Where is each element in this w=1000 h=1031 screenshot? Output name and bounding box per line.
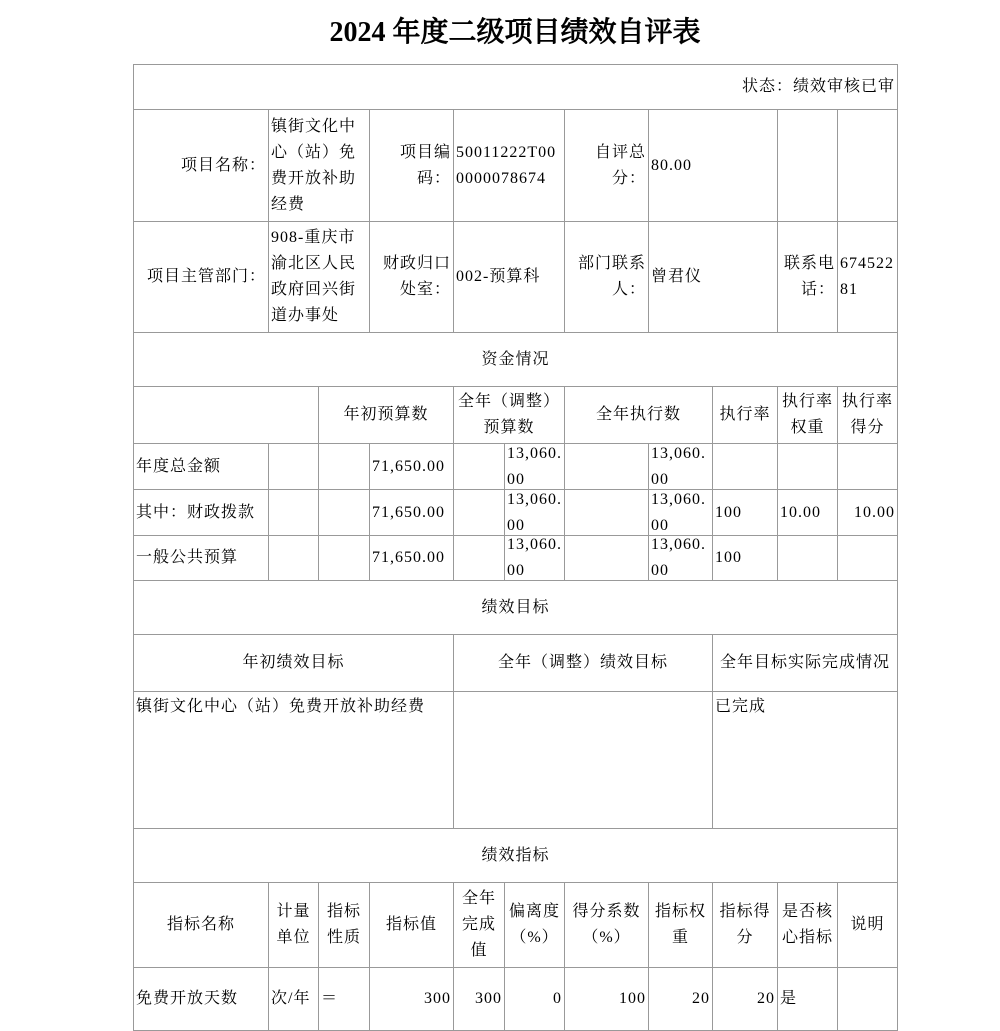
contact-value [648, 221, 778, 333]
initial-budget-value-text: 71,650.00 [372, 457, 445, 475]
contact-label [564, 221, 649, 333]
finance-office-value-text: 002-预算科 [456, 268, 541, 285]
indicator-header-text: 全年完成值 [461, 890, 496, 959]
execution-score-value-text: 10.00 [854, 503, 895, 521]
phone-label [777, 221, 838, 333]
funds-row-label [133, 489, 269, 536]
adjusted-budget-value-text: 13,060.00 [507, 536, 562, 579]
indicator-cell-text: 300 [475, 990, 502, 1007]
self-score-label [564, 109, 649, 222]
indicator-cell [712, 967, 778, 1031]
executed-value [648, 535, 713, 581]
adjusted-budget-value-text: 13,060.00 [507, 490, 562, 534]
execution-score-value [837, 443, 898, 490]
empty-cell [318, 489, 370, 536]
indicator-cell-text: ＝ [321, 990, 339, 1007]
indicator-cell [268, 967, 319, 1031]
adjusted-budget-value [504, 535, 565, 581]
status-text-text: 状态：绩效审核已审 [741, 78, 895, 95]
empty-cell [837, 109, 898, 222]
goals-header-text: 年初绩效目标 [242, 654, 345, 671]
execution-score-value [837, 489, 898, 536]
indicators-section-title-text: 绩效指标 [481, 846, 550, 864]
funds-header-text: 年初预算数 [343, 406, 429, 423]
indicator-header-text: 指标性质 [326, 903, 361, 946]
adjusted-goal-text [453, 691, 713, 829]
finance-office-label-text: 财政归口处室： [382, 255, 451, 298]
contact-value-text: 曾君仪 [651, 268, 703, 285]
execution-weight-value [777, 535, 838, 581]
funds-header-text: 执行率权重 [781, 393, 833, 436]
indicator-header [133, 882, 269, 968]
funds-header [453, 386, 565, 444]
execution-rate-value-text: 100 [715, 503, 742, 521]
initial-budget-value [369, 443, 454, 490]
finance-office-label [369, 221, 454, 333]
indicator-cell-text: 次/年 [271, 990, 311, 1007]
goals-header-text: 全年（调整）绩效目标 [497, 654, 668, 671]
indicator-cell-text: 20 [757, 990, 775, 1007]
empty-cell [777, 109, 838, 222]
project-name-label [133, 109, 269, 222]
indicator-header-text: 指标值 [385, 916, 437, 933]
empty-cell [318, 535, 370, 581]
funds-section-title-text: 资金情况 [481, 350, 550, 368]
project-name-value [268, 109, 370, 222]
indicator-cell-text: 免费开放天数 [136, 990, 239, 1007]
phone-value-text: 67452281 [840, 255, 894, 298]
finance-office-value [453, 221, 565, 333]
empty-cell [268, 535, 319, 581]
indicator-cell-text: 100 [619, 990, 646, 1007]
phone-label-text: 联系电话： [783, 255, 835, 298]
executed-value [648, 489, 713, 536]
indicator-header [564, 882, 649, 968]
funds-row-label-text: 其中：财政拨款 [136, 503, 256, 521]
execution-weight-value [777, 489, 838, 536]
adjusted-budget-value [504, 443, 565, 490]
empty-cell [268, 443, 319, 490]
self-score-label-text: 自评总分： [594, 143, 646, 187]
empty-cell [564, 443, 649, 490]
funds-header-text: 执行率 [719, 406, 771, 423]
executed-value-text: 13,060.00 [651, 536, 706, 579]
indicator-cell [318, 967, 370, 1031]
funds-header [777, 386, 838, 444]
indicator-header-text: 指标得分 [719, 903, 771, 946]
goals-section-title [133, 580, 898, 635]
dept-label-text: 项目主管部门： [146, 268, 266, 285]
funds-row-label-text: 一般公共预算 [136, 549, 239, 566]
executed-value [648, 443, 713, 490]
execution-weight-value [777, 443, 838, 490]
execution-rate-value [712, 489, 778, 536]
empty-cell [564, 535, 649, 581]
project-name-label-text: 项目名称： [180, 156, 266, 174]
page-title: 2024 年度二级项目绩效自评表 [329, 17, 701, 48]
dept-value [268, 221, 370, 333]
initial-goal-text [133, 691, 454, 829]
goals-section-title-text: 绩效目标 [481, 598, 550, 616]
indicator-cell [648, 967, 713, 1031]
indicator-header [712, 882, 778, 968]
indicator-header-text: 指标权重 [654, 903, 706, 946]
indicators-section-title [133, 828, 898, 883]
project-code-value-text: 50011222T000000078674 [456, 143, 557, 187]
project-code-label [369, 109, 454, 222]
actual-completion-text [712, 691, 898, 829]
indicator-header [369, 882, 454, 968]
indicator-cell [837, 967, 898, 1031]
empty-cell [564, 489, 649, 536]
executed-value-text: 13,060.00 [651, 444, 706, 488]
status-text [133, 64, 898, 110]
indicator-header-text: 得分系数（%） [572, 903, 641, 946]
initial-budget-value [369, 535, 454, 581]
funds-row-label [133, 443, 269, 490]
funds-header-text: 执行率得分 [841, 393, 893, 436]
indicator-header [777, 882, 838, 968]
goals-header-text: 全年目标实际完成情况 [719, 654, 890, 671]
empty-cell [453, 443, 505, 490]
empty-cell [133, 386, 319, 444]
goals-header [133, 634, 454, 692]
execution-score-value [837, 535, 898, 581]
indicator-cell [453, 967, 505, 1031]
indicator-header [268, 882, 319, 968]
executed-value-text: 13,060.00 [651, 490, 706, 534]
funds-header-text: 全年执行数 [595, 406, 681, 423]
contact-label-text: 部门联系人： [577, 255, 646, 298]
project-code-label-text: 项目编码： [399, 143, 451, 187]
adjusted-budget-value [504, 489, 565, 536]
execution-rate-value [712, 443, 778, 490]
actual-completion-text-text: 已完成 [715, 698, 767, 715]
initial-budget-value-text: 71,650.00 [372, 503, 445, 521]
indicator-header [453, 882, 505, 968]
indicator-cell [504, 967, 565, 1031]
indicator-cell [564, 967, 649, 1031]
indicator-header-text: 说明 [850, 916, 885, 933]
project-code-value [453, 109, 565, 222]
indicator-cell-text: 300 [424, 990, 451, 1007]
indicator-header [318, 882, 370, 968]
phone-value [837, 221, 898, 333]
execution-weight-value-text: 10.00 [780, 503, 821, 521]
funds-header [712, 386, 778, 444]
indicator-cell [777, 967, 838, 1031]
funds-row-label-text: 年度总金额 [136, 457, 222, 475]
execution-rate-value [712, 535, 778, 581]
funds-header-text: 全年（调整）预算数 [457, 393, 560, 436]
indicator-header-text: 指标名称 [166, 916, 235, 933]
empty-cell [318, 443, 370, 490]
goals-header [712, 634, 898, 692]
indicator-cell [369, 967, 454, 1031]
indicator-header-text: 是否核心指标 [781, 903, 833, 946]
dept-label [133, 221, 269, 333]
self-score-value-text: 80.00 [651, 156, 692, 174]
execution-rate-value-text: 100 [715, 549, 742, 566]
funds-row-label [133, 535, 269, 581]
goals-header [453, 634, 713, 692]
indicator-cell-text: 0 [553, 990, 562, 1007]
self-score-value [648, 109, 778, 222]
initial-budget-value [369, 489, 454, 536]
funds-header [837, 386, 898, 444]
indicator-header [648, 882, 713, 968]
funds-section-title [133, 332, 898, 387]
indicator-header [504, 882, 565, 968]
adjusted-budget-value-text: 13,060.00 [507, 444, 562, 488]
initial-budget-value-text: 71,650.00 [372, 549, 445, 566]
indicator-header-text: 偏离度（%） [508, 903, 560, 946]
empty-cell [268, 489, 319, 536]
indicator-header-text: 计量单位 [276, 903, 311, 946]
dept-value-text: 908-重庆市渝北区人民政府回兴街道办事处 [271, 229, 357, 324]
indicator-cell-text: 20 [692, 990, 710, 1007]
indicator-cell [133, 967, 269, 1031]
indicator-header [837, 882, 898, 968]
empty-cell [453, 489, 505, 536]
initial-goal-text-text: 镇街文化中心（站）免费开放补助经费 [136, 698, 426, 715]
indicator-cell-text: 是 [780, 990, 798, 1007]
funds-header [564, 386, 713, 444]
funds-header [318, 386, 454, 444]
empty-cell [453, 535, 505, 581]
project-name-value-text: 镇街文化中心（站）免费开放补助经费 [271, 117, 357, 213]
